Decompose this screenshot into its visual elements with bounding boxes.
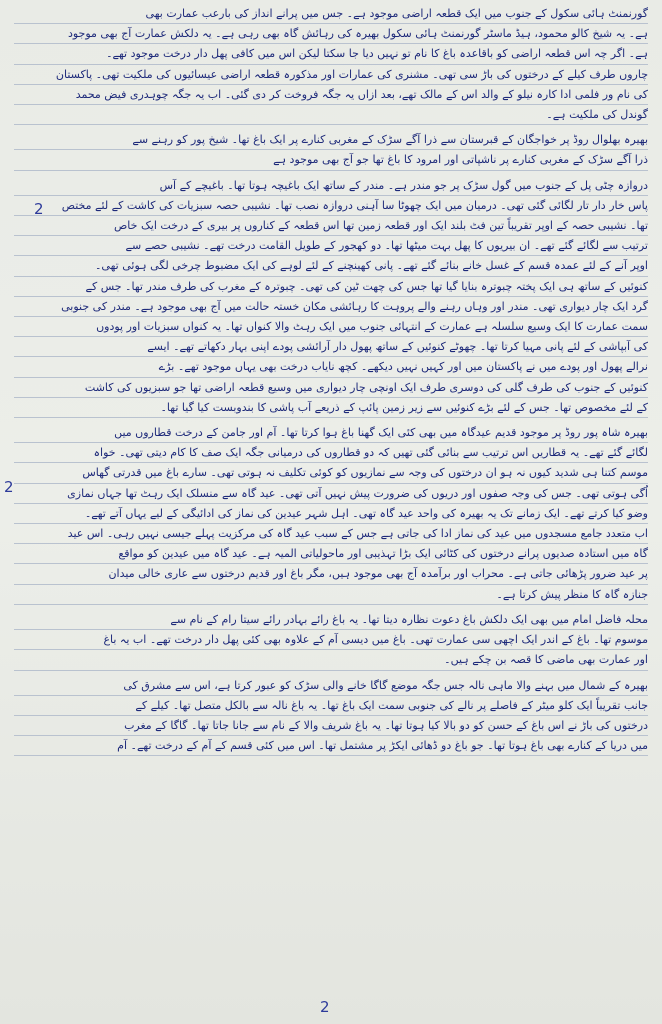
text-line: گاہ میں استادہ صدیوں پرانے درختوں کی کٹائی ایک بڑا تہذیبی اور ماحولیاتی المیہ ہے۔ عید گاہ میں عیدین کو مواقع [14,544,648,564]
margin-page-mark-bottom: 2 [320,998,330,1016]
paragraph [14,423,648,605]
text-line: درختوں کی باڑ نے اس باغ کے حسن کو دو بالا کیا ہوتا تھا۔ یہ باغ شریف والا کے نام سے جانا جاتا تھا۔ گاگا کے مغرب [14,716,648,736]
text-line: کنوئیں کے ساتھ ہی ایک پختہ چبوترہ بنایا گیا تھا جس کی چھت ٹین کی تھی۔ چبوترہ کے مغرب کی طرف مندر تھا۔ جس کے [14,277,648,297]
text-line: کی نام ور فلمی ادا کارہ نیلو کے والد اس کے مالک تھے، بعد ازاں یہ جگہ فروخت کر دی گئی۔ اب یہ جگہ چوہدری فیض محمد [14,85,648,105]
text-line: اوپر آنے کے لئے عمدہ قسم کے غسل خانے بنائے گئے تھے۔ پانی کھینچنے کے لئے لوہے کی ایک مضبوط چرخی لگی ہوئی تھی۔ [14,256,648,276]
text-line: جنازہ گاہ کا منظر پیش کرتا ہے۔ [14,585,648,605]
margin-page-mark-middle: 2 [4,478,14,496]
text-line: کنوئیں کے جنوب کی طرف گلی کی دوسری طرف ایک اونچی چار دیواری میں وسیع قطعہ اراضی تھا جو سبزیوں کی کاشت [14,378,648,398]
margin-page-mark-top: 2 [34,200,44,218]
text-line: ترتیب سے لگائے گئے تھے۔ ان بیریوں کا پھل بہت میٹھا تھا۔ دو کھجور کے طویل القامت درخت تھے۔ نشیبی حصے سے [14,236,648,256]
text-line: گورنمنٹ ہائی سکول کے جنوب میں ایک قطعہ اراضی موجود ہے۔ جس میں پرانے انداز کی بارعب عمارت بھی [14,4,648,24]
text-line: ذرا آگے سڑک کے مغربی کنارے پر ناشپاتی اور امرود کا باغ تھا جو آج بھی موجود ہے [14,150,648,170]
text-line: بھیرہ شاہ پور روڈ پر موجود قدیم عیدگاہ میں بھی کئی ایک گھنا باغ ہوا کرتا تھا۔ آم اور جامن کے درخت قطاروں میں [14,423,648,443]
text-line: جانب تقریباً ایک کلو میٹر کے فاصلے پر نالے کی جنوبی سمت ایک باغ تھا۔ یہ باغ نالہ سے بالکل متصل تھا۔ کیلے کے [14,696,648,716]
text-line: گوندل کی ملکیت ہے۔ [14,105,648,125]
text-line: ہے۔ اگر چہ اس قطعہ اراضی کو باقاعدہ باغ کا نام تو نہیں دیا جا سکتا لیکن اس میں کافی پھل دار درخت موجود تھے۔ [14,44,648,64]
text-line: تھا۔ نشیبی حصہ کے اوپر تقریباً تین فٹ بلند ایک اور قطعہ زمین تھا اس قطعہ کے کناروں پر بیری کے درخت ایک خاص [14,216,648,236]
text-line: اُگی ہوتی تھی۔ جس کی وجہ صفوں اور دریوں کی ضرورت پیش نہیں آتی تھی۔ عید گاہ سے منسلک ایک رہٹ تھا جہاں نمازی [14,484,648,504]
text-line: پر عید ضرور پڑھائی جاتی ہے۔ محراب اور برآمدہ آج بھی موجود ہیں، مگر باغ اور قدیم درختوں سے عاری خالی میدان [14,564,648,584]
text-line: نرالے پھول اور پودے میں نے پاکستان میں اور کہیں نہیں دیکھے۔ کچھ نایاب درخت بھی یہاں موجود تھے۔ بڑے [14,357,648,377]
text-line: کی آبپاشی کے لئے پانی مہیا کرتا تھا۔ چھوٹے کنوئیں کے ساتھ پھول دار آرائشی پودے اپنی بہار دکھاتے تھے۔ ایسے [14,337,648,357]
text-line: اور عمارت بھی ماضی کا قصہ بن چکے ہیں۔ [14,650,648,670]
text-line: اب متعدد جامع مسجدوں میں عید کی نماز ادا کی جاتی ہے جس کے سبب عید گاہ کی مرکزیت پہلے جیسی نہیں رہی۔ اس عید [14,524,648,544]
text-line: سمت عمارت کا ایک وسیع سلسلہ ہے عمارت کے انتہائی جنوب میں ایک رہٹ والا کنواں تھا۔ یہ کنواں سبزیات اور پودوں [14,317,648,337]
text-line: کے لئے مخصوص تھا۔ جس کے لئے بڑے کنوئیں سے زیر زمین پائپ کے ذریعے آب پاشی کا بندوبست کیا گیا تھا۔ [14,398,648,418]
text-line: بھیرہ کے شمال میں بہنے والا ماہی نالہ جس جگہ موضع گاگا خانے والی سڑک کو عبور کرتا ہے، اس سے مشرق کی [14,676,648,696]
text-line: بھیرہ بھلوال روڈ پر خواجگان کے قبرستان سے ذرا آگے سڑک کے مغربی کنارے پر ایک باغ تھا۔ شیخ پور کو رہنے سے [14,130,648,150]
text-line: چاروں طرف کیلے کے درختوں کی باڑ سی تھی۔ مشنری کی عمارات اور مذکورہ قطعہ اراضی عیسائیوں کی ملکیت تھی۔ پاکستان [14,65,648,85]
text-line: میں دریا کے کنارے بھی باغ ہوتا تھا۔ جو باغ دو ڈھائی ایکڑ پر مشتمل تھا۔ اس میں کئی قسم کے آم کے درخت تھے۔ آم [14,736,648,756]
page-text [14,4,648,1002]
paragraph [14,176,648,418]
paragraph [14,130,648,170]
text-line: موسوم تھا۔ باغ کے اندر ایک اچھی سی عمارت تھی۔ باغ میں دیسی آم کے علاوہ بھی کئی پھل دار درخت تھے۔ اب یہ باغ [14,630,648,650]
text-line: لگائے گئے تھے۔ یہ قطاریں اس ترتیب سے بنائی گئی تھیں کہ دو قطاروں کی درمیانی جگہ ایک صف کا کام دیتی تھی۔ خواہ [14,443,648,463]
text-line: دروازہ چٹی پل کے جنوب میں گول سڑک پر جو مندر ہے۔ مندر کے ساتھ ایک باغیچہ ہوتا تھا۔ باغیچے کے آس [14,176,648,196]
text-line: موسم کتنا ہی شدید کیوں نہ ہو ان درختوں کی وجہ سے نمازیوں کو کوئی تکلیف نہ ہوتی تھی۔ سارے باغ میں قدرتی گھاس [14,463,648,483]
paragraph [14,676,648,757]
text-line: وضو کیا کرتے تھے۔ ایک زمانے تک یہ بھیرہ کی واحد عید گاہ تھی۔ اہل شہر عیدین کی نماز کی ادائیگی کے لیے یہاں آتے تھے۔ [14,504,648,524]
text-line: ہے۔ یہ شیخ کالو محمود، ہیڈ ماسٹر گورنمنٹ ہائی سکول بھیرہ کی رہائش گاہ بھی رہی ہے۔ یہ دلکش عمارت آج بھی موجود [14,24,648,44]
text-line: گرد ایک چار دیواری تھی۔ مندر اور وہاں رہنے والے پروہت کا رہائشی مکان خستہ حالت میں آج بھی موجود ہے۔ مندر کی جنوبی [14,297,648,317]
text-line: محلہ فاضل امام میں بھی ایک دلکش باغ دعوت نظارہ دیتا تھا۔ یہ باغ رائے بہادر رائے سیتا رام کے نام سے [14,610,648,630]
paragraph [14,4,648,125]
text-line: پاس خار دار تار لگائی گئی تھی۔ درمیان میں ایک چھوٹا سا آہنی دروازہ نصب تھا۔ نشیبی حصہ سبزیات کی کاشت کے لئے مختص [14,196,648,216]
paragraph [14,610,648,671]
